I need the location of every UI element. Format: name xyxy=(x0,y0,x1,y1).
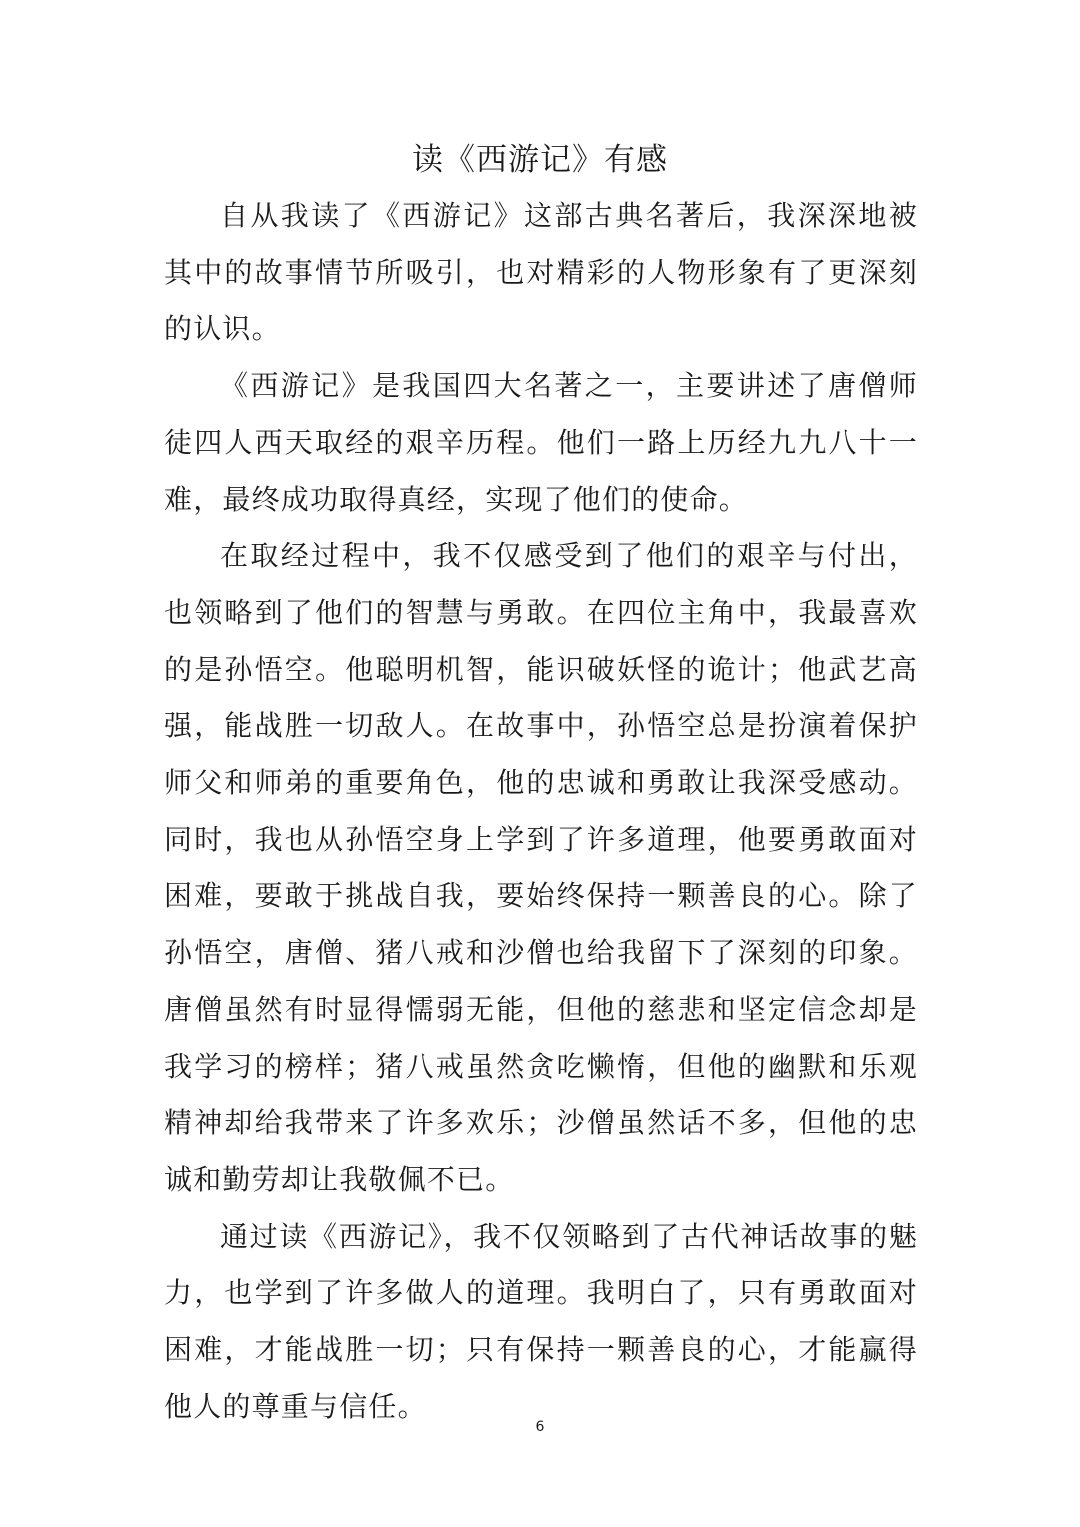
page-number: 6 xyxy=(535,1419,545,1435)
paragraph-3: 在取经过程中，我不仅感受到了他们的艰辛与付出，也领略到了他们的智慧与勇敢。在四位主角中，我最喜欢的是孙悟空。他聪明机智，能识破妖怪的诡计；他武艺高强，能战胜一切敌人。在故事中，孙悟空总是扮演着保护师父和师弟的重要角色，他的忠诚和勇敢让我深受感动。同时，我也从孙悟空身上学到了许多道理，他要勇敢面对困难，要敢于挑战自我，要始终保持一颗善良的心。除了孙悟空，唐僧、猪八戒和沙僧也给我留下了深刻的印象。唐僧虽然有时显得懦弱无能，但他的慈悲和坚定信念却是我学习的榜样；猪八戒虽然贪吃懒惰，但他的幽默和乐观精神却给我带来了许多欢乐；沙僧虽然话不多，但他的忠诚和勤劳却让我敬佩不已。 xyxy=(164,539,918,1196)
paragraph-1: 自从我读了《西游记》这部古典名著后，我深深地被其中的故事情节所吸引，也对精彩的人物形象有了更深刻的认识。 xyxy=(164,199,918,346)
paragraph-4: 通过读《西游记》，我不仅领略到了古代神话故事的魅力，也学到了许多做人的道理。我明白了，只有勇敢面对困难，才能战胜一切；只有保持一颗善良的心，才能赢得他人的尊重与信任。 xyxy=(164,1219,918,1423)
essay-title: 读《西游记》有感 xyxy=(412,142,668,178)
essay-body xyxy=(164,188,918,1435)
paragraph-2: 《西游记》是我国四大名著之一，主要讲述了唐僧师徒四人西天取经的艰辛历程。他们一路上历经九九八十一难，最终成功取得真经，实现了他们的使命。 xyxy=(164,369,918,516)
